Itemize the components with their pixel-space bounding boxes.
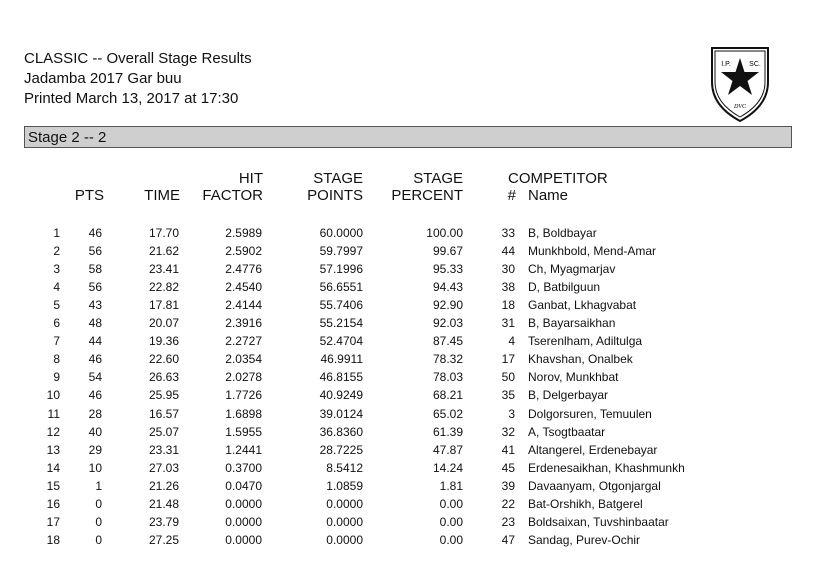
cell-competitor-number: 44: [501, 244, 515, 259]
cell-time: 23.79: [148, 514, 179, 529]
cell-competitor-name: Norov, Munkhbat: [528, 370, 619, 385]
cell-place: 17: [46, 514, 60, 529]
cell-hit-factor: 0.3700: [225, 460, 262, 475]
cell-stage-percent: 68.21: [432, 388, 463, 403]
cell-hit-factor: 1.2441: [225, 442, 262, 457]
cell-competitor-name: Bat-Orshikh, Batgerel: [528, 496, 643, 511]
cell-hit-factor: 1.6898: [225, 406, 262, 421]
cell-stage-percent: 92.90: [432, 298, 463, 313]
col-header-pts: PTS: [74, 187, 104, 204]
cell-stage-percent: 1.81: [439, 478, 463, 493]
cell-competitor-name: Sandag, Purev-Ochir: [528, 532, 641, 547]
cell-stage-points: 1.0859: [326, 478, 363, 493]
cell-stage-points: 55.7406: [319, 298, 363, 313]
cell-time: 17.81: [148, 298, 179, 313]
cell-stage-points: 40.9249: [319, 388, 363, 403]
cell-stage-points: 28.7225: [319, 442, 363, 457]
cell-pts: 46: [88, 388, 102, 403]
col-header-stage-points-top: STAGE: [313, 170, 363, 187]
stage-bar: [24, 126, 792, 148]
cell-place: 10: [46, 388, 60, 403]
cell-competitor-name: Ganbat, Lkhagvabat: [528, 298, 637, 313]
cell-stage-percent: 65.02: [432, 406, 463, 421]
cell-pts: 0: [95, 532, 102, 547]
cell-stage-points: 52.4704: [319, 334, 363, 349]
ipsc-logo: [709, 44, 771, 124]
cell-time: 22.82: [148, 280, 179, 295]
cell-time: 27.03: [148, 460, 179, 475]
cell-stage-percent: 94.43: [432, 280, 463, 295]
cell-stage-points: 39.0124: [319, 406, 363, 421]
cell-stage-percent: 78.03: [432, 370, 463, 385]
cell-hit-factor: 2.0354: [225, 352, 262, 367]
cell-stage-percent: 99.67: [432, 244, 463, 259]
cell-hit-factor: 0.0000: [225, 514, 262, 529]
cell-stage-percent: 100.00: [426, 226, 463, 240]
cell-time: 22.60: [148, 352, 179, 367]
cell-time: 17.70: [148, 226, 179, 240]
report-title: CLASSIC -- Overall Stage Results: [24, 50, 252, 67]
cell-competitor-number: 33: [501, 226, 515, 240]
cell-pts: 29: [88, 442, 102, 457]
cell-competitor-name: B, Delgerbayar: [528, 388, 609, 403]
cell-place: 11: [47, 406, 60, 421]
stage-label: Stage 2 -- 2: [28, 129, 107, 146]
cell-pts: 40: [88, 424, 102, 439]
cell-competitor-number: 47: [501, 532, 515, 547]
cell-stage-points: 56.6551: [319, 280, 363, 295]
table-row: [0, 495, 816, 513]
cell-stage-percent: 95.33: [432, 262, 463, 277]
cell-pts: 48: [88, 316, 102, 331]
cell-competitor-name: Dolgorsuren, Temuulen: [528, 406, 652, 421]
logo-text-left: I.P.: [721, 61, 731, 68]
cell-pts: 43: [88, 298, 102, 313]
cell-competitor-number: 41: [501, 442, 515, 457]
cell-place: 12: [46, 424, 60, 439]
cell-time: 23.41: [148, 262, 179, 277]
table-row: [0, 459, 816, 477]
cell-pts: 46: [88, 226, 102, 240]
cell-hit-factor: 2.5902: [225, 244, 262, 259]
cell-competitor-number: 30: [501, 262, 515, 277]
cell-hit-factor: 1.5955: [225, 424, 262, 439]
cell-stage-percent: 47.87: [432, 442, 463, 457]
cell-time: 21.48: [148, 496, 179, 511]
table-row: [0, 477, 816, 495]
cell-place: 16: [46, 496, 60, 511]
cell-place: 6: [53, 316, 60, 331]
cell-time: 21.26: [148, 478, 179, 493]
cell-place: 7: [53, 334, 60, 349]
table-row: [0, 441, 816, 459]
cell-competitor-name: B, Boldbayar: [528, 226, 597, 240]
cell-competitor-name: Altangerel, Erdenebayar: [528, 442, 658, 457]
cell-time: 23.31: [148, 442, 179, 457]
cell-hit-factor: 2.4144: [225, 298, 262, 313]
cell-pts: 56: [88, 244, 102, 259]
cell-competitor-name: D, Batbilguun: [528, 280, 601, 295]
cell-time: 25.95: [148, 388, 179, 403]
col-header-number: #: [507, 187, 516, 204]
cell-place: 5: [53, 298, 60, 313]
cell-competitor-name: Erdenesaikhan, Khashmunkh: [528, 460, 685, 475]
cell-time: 16.57: [148, 406, 179, 421]
cell-pts: 28: [88, 406, 102, 421]
cell-hit-factor: 2.4776: [225, 262, 262, 277]
cell-stage-points: 46.9911: [320, 352, 363, 367]
cell-time: 26.63: [148, 370, 179, 385]
col-header-name: Name: [528, 187, 569, 204]
table-row: [0, 531, 816, 549]
cell-pts: 58: [88, 262, 102, 277]
cell-time: 27.25: [148, 532, 179, 547]
cell-competitor-name: Tserenlham, Adiltulga: [528, 334, 643, 349]
cell-stage-points: 0.0000: [326, 514, 363, 529]
cell-hit-factor: 2.3916: [225, 316, 262, 331]
col-header-stage-points: POINTS: [307, 187, 363, 204]
cell-competitor-name: Khavshan, Onalbek: [528, 352, 633, 367]
cell-pts: 56: [88, 280, 102, 295]
table-row: [0, 386, 816, 404]
table-row: [0, 242, 816, 260]
cell-competitor-name: A, Tsogtbaatar: [528, 424, 606, 439]
cell-competitor-name: Ch, Myagmarjav: [528, 262, 616, 277]
cell-pts: 44: [88, 334, 102, 349]
cell-stage-points: 57.1996: [319, 262, 363, 277]
cell-time: 25.07: [148, 424, 179, 439]
cell-pts: 0: [95, 514, 102, 529]
cell-time: 21.62: [148, 244, 179, 259]
col-header-factor: FACTOR: [202, 187, 263, 204]
cell-pts: 10: [88, 460, 102, 475]
table-row: [0, 260, 816, 278]
cell-hit-factor: 0.0000: [225, 532, 262, 547]
cell-place: 18: [46, 532, 60, 547]
table-row: [0, 368, 816, 386]
cell-stage-points: 46.8155: [319, 370, 363, 385]
cell-place: 1: [53, 226, 60, 240]
table-row: [0, 405, 816, 423]
cell-competitor-number: 3: [508, 406, 515, 421]
col-header-stage-percent-top: STAGE: [413, 170, 463, 187]
cell-competitor-number: 32: [501, 424, 515, 439]
cell-stage-points: 60.0000: [319, 226, 363, 240]
cell-stage-points: 36.8360: [319, 424, 363, 439]
cell-competitor-name: Munkhbold, Mend-Amar: [528, 244, 657, 259]
cell-stage-percent: 0.00: [439, 532, 463, 547]
cell-pts: 1: [95, 478, 102, 493]
cell-competitor-number: 22: [501, 496, 515, 511]
cell-hit-factor: 0.0470: [225, 478, 262, 493]
cell-stage-points: 59.7997: [319, 244, 363, 259]
cell-pts: 54: [88, 370, 102, 385]
cell-stage-points: 8.5412: [326, 460, 363, 475]
cell-hit-factor: 1.7726: [225, 388, 262, 403]
printed-date: Printed March 13, 2017 at 17:30: [24, 90, 239, 107]
cell-stage-percent: 92.03: [432, 316, 463, 331]
cell-competitor-name: B, Bayarsaikhan: [528, 316, 616, 331]
cell-competitor-number: 17: [501, 352, 515, 367]
cell-place: 15: [46, 478, 60, 493]
cell-hit-factor: 2.5989: [225, 226, 262, 240]
cell-time: 19.36: [148, 334, 179, 349]
col-header-hit: HIT: [238, 170, 263, 187]
cell-pts: 46: [88, 352, 102, 367]
cell-place: 9: [53, 370, 60, 385]
cell-competitor-number: 31: [501, 316, 515, 331]
table-row: [0, 332, 816, 350]
cell-place: 13: [46, 442, 60, 457]
table-row: [0, 350, 816, 368]
cell-hit-factor: 0.0000: [225, 496, 262, 511]
logo-text-bottom: DVC: [734, 104, 746, 110]
cell-competitor-number: 35: [501, 388, 515, 403]
cell-place: 4: [53, 280, 60, 295]
cell-stage-percent: 61.39: [432, 424, 463, 439]
cell-stage-points: 0.0000: [326, 532, 363, 547]
cell-hit-factor: 2.4540: [225, 280, 262, 295]
col-header-competitor: COMPETITOR: [508, 170, 608, 187]
cell-stage-percent: 0.00: [439, 514, 463, 529]
table-row: [0, 224, 816, 242]
table-row: [0, 423, 816, 441]
cell-hit-factor: 2.2727: [225, 334, 262, 349]
cell-hit-factor: 2.0278: [225, 370, 262, 385]
cell-stage-points: 0.0000: [326, 496, 363, 511]
match-name: Jadamba 2017 Gar buu: [24, 70, 182, 87]
cell-place: 3: [53, 262, 60, 277]
table-row: [0, 296, 816, 314]
cell-time: 20.07: [148, 316, 179, 331]
table-row: [0, 278, 816, 296]
cell-stage-percent: 0.00: [439, 496, 463, 511]
cell-pts: 0: [95, 496, 102, 511]
cell-competitor-number: 23: [501, 514, 515, 529]
table-row: [0, 513, 816, 531]
col-header-stage-percent: PERCENT: [391, 187, 463, 204]
cell-place: 8: [53, 352, 60, 367]
col-header-time: TIME: [144, 187, 180, 204]
cell-competitor-number: 4: [508, 334, 515, 349]
cell-competitor-number: 18: [501, 298, 515, 313]
cell-place: 2: [53, 244, 60, 259]
cell-competitor-number: 50: [501, 370, 515, 385]
cell-competitor-number: 39: [501, 478, 515, 493]
table-row: [0, 314, 816, 332]
logo-text-right: SC.: [749, 61, 761, 68]
cell-stage-percent: 14.24: [432, 460, 463, 475]
cell-place: 14: [46, 460, 60, 475]
cell-stage-percent: 78.32: [432, 352, 463, 367]
cell-competitor-number: 45: [501, 460, 515, 475]
cell-stage-points: 55.2154: [319, 316, 363, 331]
cell-competitor-name: Davaanyam, Otgonjargal: [528, 478, 661, 493]
cell-competitor-number: 38: [501, 280, 515, 295]
cell-competitor-name: Boldsaixan, Tuvshinbaatar: [528, 514, 669, 529]
cell-stage-percent: 87.45: [432, 334, 463, 349]
